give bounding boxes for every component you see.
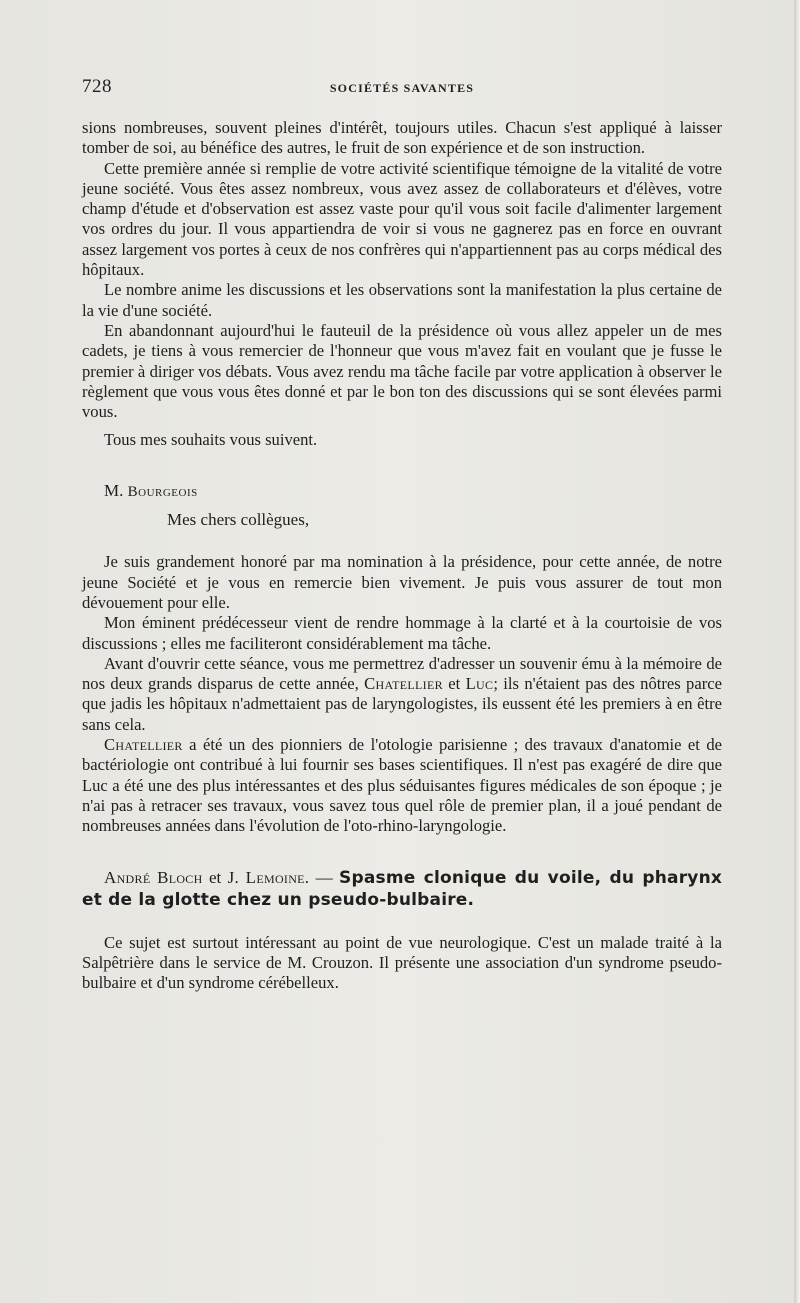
article-author-2: J. Lemoine. [227,867,310,887]
page-edge [794,0,800,1303]
article-dash: — [315,867,333,887]
speaker-heading [82,481,722,502]
paragraph-first-year: Cette première année si remplie de votre activité scientifique témoigne de la vitalité de votre jeune société. Vous êtes assez nombreux, vous avez assez de collaborateurs et d'élèves, votre champ d'étude et d'observation est assez vaste pour qu'il vous soit facile d'alimenter largement vos ordres du jour. Il vous appartiendra de voir si vous ne gagnerez pas en force en ouvrant assez largement vos portes à ceux de nos confrères qui n'appartiennent pas au corps médical des hôpitaux. [82,158,722,280]
speech-paragraph-2: Mon éminent prédécesseur vient de rendre hommage à la clarté et à la courtoisie de vos discussions ; elles me faciliteront considérablement ma tâche. [82,613,722,653]
name-luc: Luc [465,674,494,694]
salutation: Mes chers collègues, [167,510,310,530]
speaker-name: Bourgeois [127,483,198,500]
running-title: SOCIÉTÉS SAVANTES [329,81,475,95]
paragraph-wishes: Tous mes souhaits vous suivent. [104,430,318,450]
name-chatellier: Chatellier [364,674,443,694]
speaker-prefix: M. [104,480,124,500]
article-author-1: André Bloch [104,867,203,887]
article-title: Spasme clonique du voile, du pharynx et de la glotte chez un pseudo-bulbaire. [82,867,723,910]
article-heading [82,867,722,911]
speech-paragraph-1: Je suis grandement honoré par ma nomination à la présidence, pour cette année, de notre jeune Société et je vous en remercie bien vivement. Je puis vous assurer de tout mon dévouement pour elle. [82,552,722,612]
page-header [82,76,722,102]
page-number: 728 [82,76,112,97]
paragraph-farewell: En abandonnant aujourd'hui le fauteuil de la présidence où vous allez appeler un de mes cadets, je tiens à vous remercier de l'honneur que vous m'avez fait en voulant que je fusse le premier à diriger vos débats. Vous avez rendu ma tâche facile par votre application à observer le règlement que vous vous êtes donné et par le bon ton des discussions qui se sont élevées parmi vous. [82,320,722,422]
speech-p3-text-c: ; ils n'étaient pas des nôtres parce que jadis les hôpitaux n'admettaient pas de laryngologistes, ils eussent été les premiers à en être sans cela. [82,674,722,734]
article-body: Ce sujet est surtout intéressant au point de vue neurologique. C'est un malade traité à la Salpêtrière dans le service de M. Crouzon. Il présente une association d'un syndrome pseudo-bulbaire et d'un syndrome cérébelleux. [82,932,722,993]
speech-paragraph-3 [82,654,722,735]
speech-p3-text-a: Avant d'ouvrir cette séance, vous me permettrez d'adresser un souvenir ému à la mémoire de nos deux grands disparus de cette année, [82,653,722,694]
speech-paragraph-4 [82,735,722,836]
page-body [82,118,722,993]
paragraph-continuation: sions nombreuses, souvent pleines d'intérêt, toujours utiles. Chacun s'est appliqué à laisser tomber de soi, au bénéfice des autres, le fruit de son expérience et de son instruction. [82,118,722,158]
paragraph-discussions: Le nombre anime les discussions et les observations sont la manifestation la plus certaine de la vie d'une société. [82,280,722,320]
article-conj: et [208,867,222,887]
speech-p4-text: a été un des pionniers de l'otologie parisienne ; des travaux d'anatomie et de bactériologie ont contribué à lui fournir ses bases scientifiques. Il n'est pas exagéré de dire que Luc a été une des plus intéressantes et des plus séduisantes figures médicales de son époque ; je n'ai pas à retracer ses travaux, vous savez tous quel rôle de premier plan, il a joué pendant de nombreuses années dans l'évolution de l'oto-rhino-laryngologie. [82,735,722,836]
name-chatellier-2: Chatellier [104,735,183,755]
speech-p3-conj: et [448,674,461,694]
